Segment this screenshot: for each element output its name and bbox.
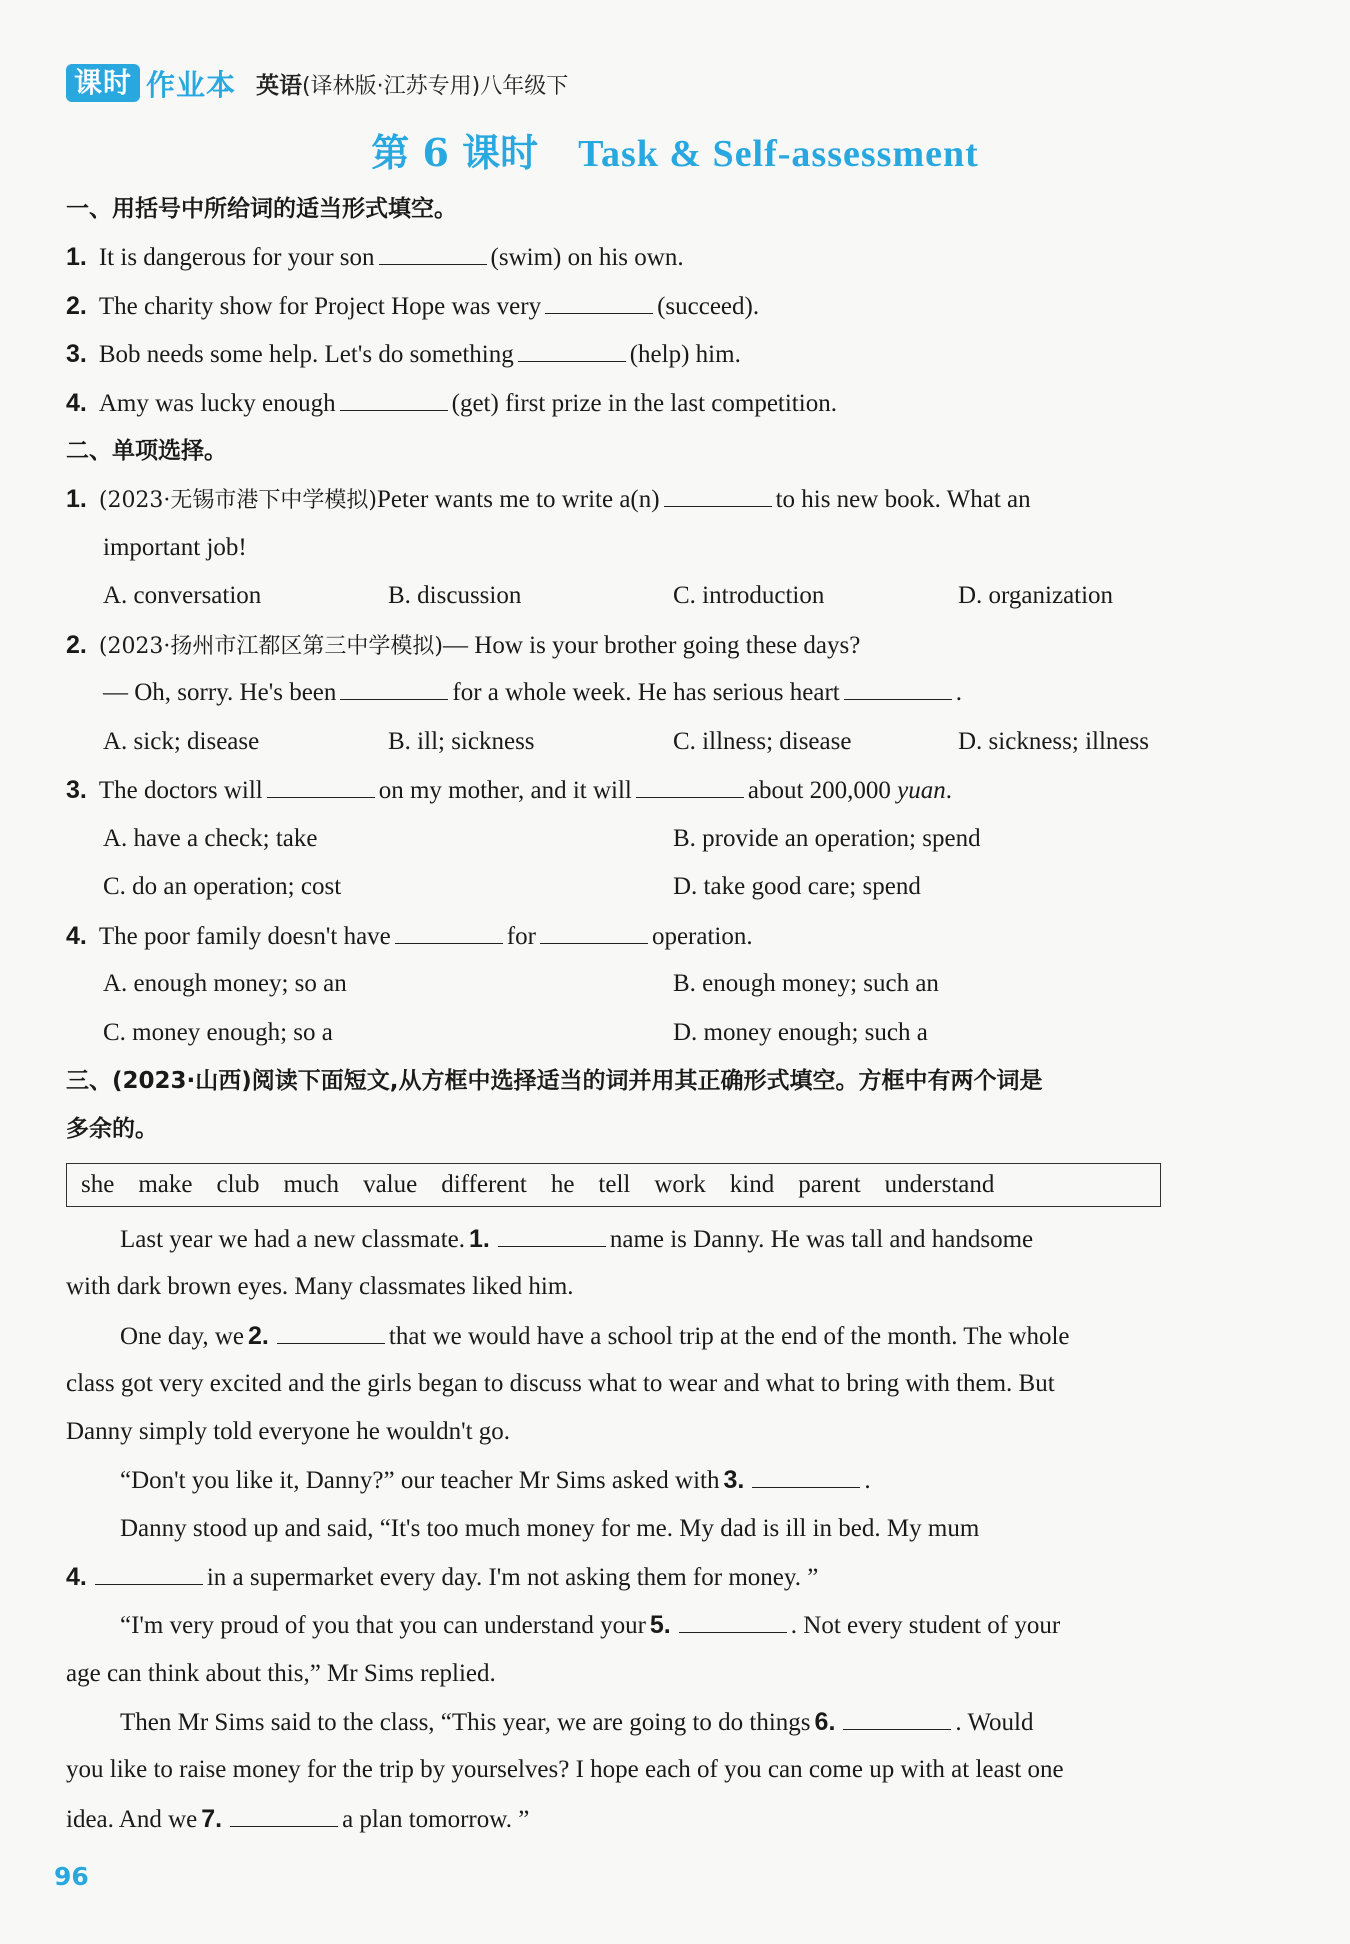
answer-blank[interactable]: [752, 1465, 860, 1488]
passage-text: Last year we had a new classmate.: [120, 1226, 465, 1253]
passage-line: Danny stood up and said, “It's too much money for me. My dad is ill in bed. My mum: [120, 1514, 980, 1542]
currency-word: yuan: [897, 777, 946, 804]
word-bank-item: club: [216, 1171, 260, 1198]
passage-line: [66, 1215, 1256, 1263]
exercise-content: [66, 185, 1256, 1843]
option-b[interactable]: B. provide an operation; spend: [673, 824, 981, 852]
s2-q2: [66, 621, 1256, 670]
q-number: 1.: [66, 243, 87, 271]
page-number: 96: [54, 1862, 89, 1891]
s2-q4-options-cd: [66, 1009, 1256, 1058]
q-number: 3.: [66, 776, 87, 804]
s2-q2-cont: [66, 669, 1256, 718]
q-number: 4.: [66, 388, 87, 417]
option-a[interactable]: A. sick; disease: [103, 727, 260, 755]
subject-label: 英语: [256, 72, 303, 99]
q-number: 2.: [66, 630, 87, 659]
passage-line: [66, 1456, 1256, 1504]
question-text: on my mother, and it will: [378, 777, 632, 804]
blank-number: 7.: [201, 1804, 223, 1833]
s2-q1-cont: important job!: [103, 533, 247, 561]
publisher-logo: [66, 63, 236, 103]
passage-text: Then Mr Sims said to the class, “This year, we are going to do things: [120, 1708, 811, 1736]
answer-blank[interactable]: [843, 1707, 951, 1730]
question-source: (2023·扬州市江都区第三中学模拟): [98, 633, 444, 659]
answer-blank[interactable]: [679, 1610, 787, 1633]
word-bank-item: she: [81, 1171, 115, 1198]
answer-blank[interactable]: [277, 1321, 385, 1344]
lesson-title: [0, 122, 1350, 177]
question-text: Peter wants me to write a(n): [377, 486, 660, 513]
option-d[interactable]: D. money enough; such a: [673, 1018, 928, 1046]
item-text: (help) him.: [629, 341, 741, 368]
word-bank-item: different: [441, 1171, 527, 1198]
answer-blank[interactable]: [664, 484, 772, 507]
question-source: (2023·无锡市港下中学模拟): [98, 488, 378, 513]
passage-line: you like to raise money for the trip by yourselves? I hope each of you can come up with at least one: [66, 1756, 1064, 1784]
s2-q3-options-cd: [66, 863, 1256, 912]
word-bank-item: kind: [729, 1171, 775, 1198]
option-a[interactable]: A. enough money; so an: [103, 970, 347, 997]
answer-blank[interactable]: [518, 339, 626, 362]
passage-line: age can think about this,” Mr Sims replied.: [66, 1659, 496, 1687]
item-text: Amy was lucky enough: [98, 389, 336, 417]
passage-text: that we would have a school trip at the end of the month. The whole: [388, 1322, 1070, 1350]
option-a[interactable]: A. conversation: [103, 582, 262, 609]
answer-blank[interactable]: [540, 921, 648, 944]
section3-heading-cont: 多余的。: [66, 1116, 158, 1142]
s2-q4-options-ab: [66, 960, 1256, 1009]
answer-blank[interactable]: [230, 1804, 338, 1827]
option-c[interactable]: C. illness; disease: [673, 727, 852, 755]
answer-blank[interactable]: [340, 388, 448, 411]
item-text: (get) first prize in the last competition.: [451, 389, 837, 417]
passage-line: [66, 1601, 1256, 1649]
word-bank-item: parent: [798, 1171, 861, 1198]
lesson-number: 第 6 课时: [371, 130, 539, 175]
question-text: The poor family doesn't have: [98, 922, 391, 950]
word-bank-item: much: [283, 1171, 340, 1198]
passage-line: class got very excited and the girls began to discuss what to wear and what to bring with them. But: [66, 1369, 1055, 1397]
passage-line: [66, 1553, 1256, 1601]
blank-number: 1.: [468, 1225, 490, 1253]
header-subject: [256, 67, 568, 100]
word-bank-item: work: [654, 1171, 706, 1198]
answer-blank[interactable]: [545, 291, 653, 314]
option-b[interactable]: B. discussion: [388, 582, 522, 609]
passage-line: Danny simply told everyone he wouldn't go.: [66, 1418, 511, 1446]
q-number: 1.: [66, 485, 87, 513]
question-text: about 200,000: [747, 777, 891, 804]
passage-text: “Don't you like it, Danny?” our teacher Mr Sims asked with: [120, 1467, 720, 1495]
s2-q1: [66, 475, 1256, 524]
passage-text: a plan tomorrow. ”: [342, 1805, 530, 1833]
passage-line: [66, 1312, 1256, 1360]
s2-q3: [66, 766, 1256, 815]
passage-line: [66, 1698, 1256, 1746]
option-c[interactable]: C. introduction: [673, 582, 825, 609]
question-text: to his new book. What an: [775, 486, 1031, 513]
word-bank-item: value: [363, 1171, 418, 1198]
q-number: 3.: [66, 340, 87, 368]
item-text: The charity show for Project Hope was very: [98, 292, 542, 320]
option-c[interactable]: C. money enough; so a: [103, 1018, 333, 1046]
passage-line: [66, 1795, 1256, 1843]
s2-q4: [66, 912, 1256, 961]
s1-item-4: [66, 379, 1256, 428]
s1-item-3: [66, 330, 1256, 379]
word-bank-item: understand: [884, 1171, 995, 1198]
passage-text: idea. And we: [66, 1805, 198, 1833]
edition-label: (译林版·江苏专用)八年级下: [302, 73, 569, 99]
answer-blank[interactable]: [95, 1562, 203, 1585]
answer-blank[interactable]: [498, 1224, 606, 1247]
punctuation: .: [955, 679, 962, 706]
blank-number: 5.: [649, 1611, 671, 1640]
passage-text: “I'm very proud of you that you can understand your: [120, 1612, 646, 1640]
blank-number: 2.: [248, 1321, 269, 1350]
section2-heading: 二、单项选择。: [66, 438, 227, 464]
blank-number: 6.: [814, 1707, 836, 1736]
option-b[interactable]: B. enough money; such an: [673, 970, 939, 997]
passage-line: with dark brown eyes. Many classmates liked him.: [66, 1273, 574, 1301]
question-text: for: [506, 922, 536, 950]
option-b[interactable]: B. ill; sickness: [388, 727, 535, 755]
logo-badge: 课时: [66, 64, 140, 102]
question-text: operation.: [651, 922, 753, 950]
passage-text: in a supermarket every day. I'm not asking them for money. ”: [206, 1564, 819, 1592]
q-number: 4.: [66, 921, 87, 950]
s1-item-1: [66, 233, 1256, 282]
s1-item-2: [66, 282, 1256, 331]
section3-heading: 三、(2023·山西)阅读下面短文,从方框中选择适当的词并用其正确形式填空。方框中有两个词是: [66, 1068, 1043, 1094]
passage-text: . Would: [955, 1708, 1034, 1736]
passage-text: . Not every student of your: [790, 1612, 1061, 1640]
question-text: — How is your brother going these days?: [443, 631, 861, 659]
item-text: (swim) on his own.: [490, 244, 684, 271]
s2-q2-options: [66, 718, 1256, 767]
option-d[interactable]: D. sickness; illness: [958, 727, 1149, 755]
lesson-topic: Task & Self-assessment: [578, 133, 979, 175]
blank-number: 3.: [723, 1466, 745, 1495]
option-d[interactable]: D. organization: [958, 582, 1114, 609]
header: [66, 62, 568, 104]
answer-blank[interactable]: [636, 775, 744, 798]
passage-text: .: [864, 1467, 871, 1495]
logo-text: 作业本: [146, 67, 237, 102]
s2-q1-options: [66, 572, 1256, 621]
answer-blank[interactable]: [267, 775, 375, 798]
word-bank-item: tell: [598, 1171, 631, 1198]
item-text: It is dangerous for your son: [98, 244, 375, 271]
answer-blank[interactable]: [340, 677, 448, 700]
passage-text: name is Danny. He was tall and handsome: [609, 1226, 1034, 1253]
passage-text: One day, we: [120, 1322, 245, 1350]
word-bank: [66, 1163, 1161, 1207]
item-text: Bob needs some help. Let's do something: [98, 341, 514, 368]
punctuation: .: [945, 777, 953, 804]
question-text: — Oh, sorry. He's been: [103, 679, 337, 706]
s2-q3-options-ab: [66, 815, 1256, 864]
q-number: 2.: [66, 291, 87, 320]
answer-blank[interactable]: [395, 921, 503, 944]
word-bank-item: make: [138, 1171, 193, 1198]
blank-number: 4.: [66, 1563, 87, 1592]
question-text: The doctors will: [98, 777, 263, 804]
word-bank-item: he: [550, 1171, 575, 1198]
option-a[interactable]: A. have a check; take: [103, 824, 318, 852]
option-d[interactable]: D. take good care; spend: [673, 873, 921, 900]
section1-heading: 一、用括号中所给词的适当形式填空。: [66, 196, 457, 222]
question-text: for a whole week. He has serious heart: [452, 679, 840, 706]
option-c[interactable]: C. do an operation; cost: [103, 873, 342, 900]
answer-blank[interactable]: [844, 677, 952, 700]
answer-blank[interactable]: [379, 242, 487, 265]
item-text: (succeed).: [657, 292, 760, 320]
